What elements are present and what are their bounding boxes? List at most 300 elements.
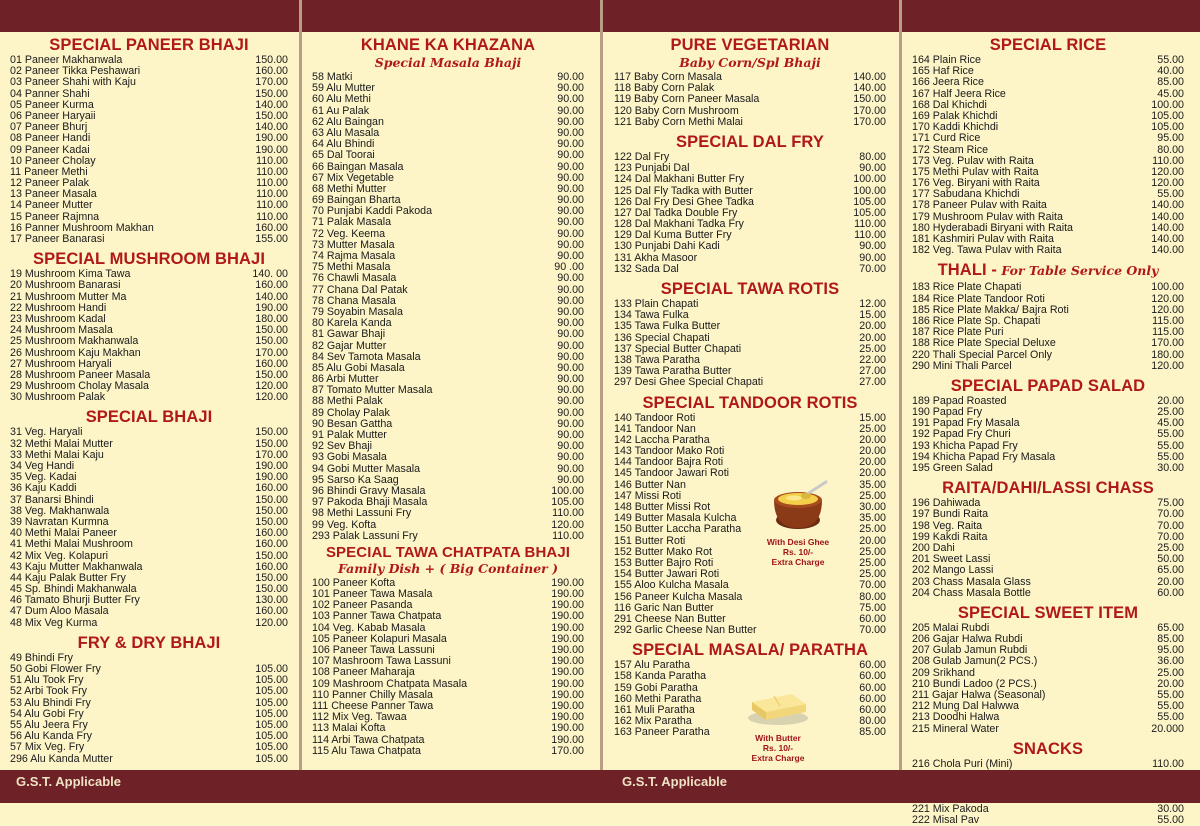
menu-item-name: 176 Veg. Biryani with Raita bbox=[912, 177, 1040, 190]
menu-item-price: 85.00 bbox=[1157, 76, 1184, 89]
menu-item-price: 90.00 bbox=[557, 350, 584, 363]
menu-item-price: 90.00 bbox=[557, 283, 584, 296]
menu-item bbox=[312, 531, 584, 542]
menu-item-price: 110.00 bbox=[256, 188, 288, 201]
menu-item-name: 69 Baingan Bharta bbox=[312, 194, 401, 207]
papad-list bbox=[912, 396, 1184, 474]
fold-divider-1 bbox=[299, 0, 302, 803]
menu-item-name: 67 Mix Vegetable bbox=[312, 171, 394, 184]
menu-item-price: 55.00 bbox=[1157, 439, 1184, 452]
menu-item bbox=[10, 234, 288, 245]
menu-item-name: 68 Methi Mutter bbox=[312, 182, 387, 195]
menu-item-price: 90.00 bbox=[557, 417, 584, 430]
menu-item-name: 88 Methi Palak bbox=[312, 395, 383, 408]
menu-item-price: 60.00 bbox=[859, 659, 886, 672]
menu-item-name: 104 Veg. Kabab Masala bbox=[312, 621, 426, 634]
menu-item bbox=[614, 468, 886, 479]
menu-item-price: 170.00 bbox=[853, 115, 886, 128]
menu-item bbox=[614, 671, 886, 682]
menu-item-name: 210 Bundi Ladoo (2 PCS.) bbox=[912, 677, 1037, 690]
menu-item-name: 22 Mushroom Handi bbox=[10, 301, 107, 314]
menu-item-price: 140.00 bbox=[1151, 221, 1184, 234]
menu-item-name: 86 Arbi Mutter bbox=[312, 373, 379, 386]
menu-item-price: 160.00 bbox=[255, 560, 288, 573]
menu-item-name: 42 Mix Veg. Kolapuri bbox=[10, 549, 109, 562]
menu-item-name: 222 Misal Pav bbox=[912, 813, 980, 826]
ghee-note-line-2: Rs. 10/- bbox=[782, 547, 814, 557]
menu-item-name: 102 Paneer Pasanda bbox=[312, 599, 413, 612]
section-title-fry: FRY & DRY BHAJI bbox=[77, 633, 221, 652]
menu-item-name: 159 Gobi Paratha bbox=[614, 681, 698, 694]
menu-item bbox=[912, 77, 1184, 88]
menu-item-price: 160.00 bbox=[255, 538, 288, 551]
menu-item-name: 82 Gajar Mutter bbox=[312, 339, 387, 352]
menu-item-price: 190.00 bbox=[255, 301, 288, 314]
menu-item-price: 40.00 bbox=[1157, 65, 1184, 78]
menu-item bbox=[912, 577, 1184, 588]
section-title-snacks: SNACKS bbox=[1012, 739, 1084, 758]
menu-item-price: 90.00 bbox=[557, 138, 584, 151]
menu-item-price: 170.00 bbox=[255, 76, 288, 89]
menu-item-price: 140.00 bbox=[1151, 233, 1184, 245]
menu-item-price: 150.00 bbox=[255, 583, 288, 596]
menu-item-name: 136 Special Chapati bbox=[614, 331, 710, 344]
menu-item-price: 120.00 bbox=[551, 518, 584, 531]
menu-item-price: 115.00 bbox=[1152, 314, 1184, 327]
menu-item-name: 34 Veg Handi bbox=[10, 460, 75, 472]
menu-item-name: 78 Chana Masala bbox=[312, 294, 396, 307]
menu-item-name: 144 Tandoor Bajra Roti bbox=[614, 456, 724, 469]
menu-item-name: 74 Rajma Masala bbox=[312, 250, 396, 262]
menu-item-name: 92 Sev Bhaji bbox=[312, 440, 373, 453]
menu-item-name: 06 Paneer Haryaii bbox=[10, 109, 96, 122]
menu-item-name: 116 Garic Nan Butter bbox=[614, 601, 714, 614]
menu-item-name: 02 Paneer Tikka Peshawari bbox=[10, 65, 141, 78]
menu-item-price: 90.00 bbox=[557, 160, 584, 173]
menu-item-price: 190.00 bbox=[551, 644, 584, 656]
menu-item-price: 150.00 bbox=[255, 437, 288, 450]
section-title-khazana: KHANE KA KHAZANA bbox=[360, 36, 536, 54]
menu-item-price: 25.00 bbox=[859, 556, 886, 569]
menu-item-price: 70.00 bbox=[859, 262, 886, 275]
section-subtitle-khazana: Special Masala Bhaji bbox=[374, 55, 522, 70]
menu-item-price: 170.00 bbox=[1151, 337, 1184, 350]
menu-item bbox=[912, 361, 1184, 372]
menu-item-name: 37 Banarsi Bhindi bbox=[10, 493, 94, 506]
menu-item-price: 25.00 bbox=[859, 523, 886, 536]
menu-item-name: 206 Gajar Halwa Rubdi bbox=[912, 633, 1023, 646]
menu-item-price: 105.00 bbox=[255, 707, 288, 720]
menu-item-price: 90.00 bbox=[557, 71, 584, 83]
menu-item-name: 28 Mushroom Paneer Masala bbox=[10, 368, 151, 381]
menu-item-name: 197 Bundi Raita bbox=[912, 508, 989, 521]
menu-item-name: 60 Alu Methi bbox=[312, 93, 371, 106]
menu-item-price: 20.00 bbox=[859, 331, 886, 344]
menu-item bbox=[912, 509, 1184, 520]
menu-item-price: 30.00 bbox=[1157, 802, 1184, 815]
menu-item-price: 60.00 bbox=[859, 681, 886, 694]
menu-item-price: 90.00 bbox=[557, 373, 584, 386]
menu-item-price: 190.00 bbox=[551, 588, 584, 601]
menu-item-price: 150.00 bbox=[255, 493, 288, 506]
menu-item-price: 190.00 bbox=[551, 610, 584, 623]
menu-item-name: 168 Dal Khichdi bbox=[912, 98, 987, 111]
menu-item-name: 07 Paneer Bhurj bbox=[10, 121, 88, 134]
menu-item-price: 90.00 bbox=[859, 162, 886, 175]
menu-item-price: 110.00 bbox=[256, 154, 288, 167]
menu-item-name: 156 Paneer Kulcha Masala bbox=[614, 590, 743, 603]
menu-item-name: 208 Gulab Jamun(2 PCS.) bbox=[912, 655, 1038, 668]
menu-item-name: 21 Mushroom Mutter Ma bbox=[10, 290, 127, 303]
menu-item-name: 122 Dal Fry bbox=[614, 150, 670, 163]
menu-item-price: 150.00 bbox=[853, 93, 886, 106]
menu-item-price: 105.00 bbox=[255, 741, 288, 754]
menu-item-name: 105 Paneer Kolapuri Masala bbox=[312, 632, 447, 645]
menu-item-price: 90.00 bbox=[557, 149, 584, 162]
section-title-sweet: SPECIAL SWEET ITEM bbox=[957, 603, 1139, 622]
menu-item-price: 80.00 bbox=[859, 150, 886, 163]
menu-item-name: 204 Chass Masala Bottle bbox=[912, 586, 1031, 599]
menu-item-name: 106 Paneer Tawa Lassuni bbox=[312, 644, 435, 656]
menu-item-name: 62 Alu Baingan bbox=[312, 115, 384, 128]
menu-item bbox=[912, 133, 1184, 144]
menu-item-name: 140 Tandoor Roti bbox=[614, 411, 696, 424]
menu-item bbox=[912, 565, 1184, 576]
menu-item-name: 11 Paneer Methi bbox=[10, 165, 88, 178]
ghee-note-line-3: Extra Charge bbox=[771, 557, 825, 567]
menu-item-price: 150.00 bbox=[255, 504, 288, 517]
menu-item-name: 54 Alu Gobi Fry bbox=[10, 707, 84, 720]
menu-item-name: 99 Veg. Kofta bbox=[312, 518, 377, 531]
menu-item-price: 190.00 bbox=[551, 677, 584, 690]
menu-item-price: 55.00 bbox=[1157, 689, 1184, 701]
menu-item-price: 120.00 bbox=[1151, 177, 1184, 190]
menu-item-price: 60.00 bbox=[859, 612, 886, 625]
menu-item-price: 110.00 bbox=[1152, 757, 1184, 770]
menu-item-price: 120.00 bbox=[255, 380, 288, 393]
menu-item-price: 90.00 bbox=[557, 104, 584, 117]
menu-item-price: 35.00 bbox=[859, 478, 886, 491]
menu-item-price: 80.00 bbox=[1157, 143, 1184, 156]
menu-item-price: 60.00 bbox=[859, 670, 886, 683]
menu-item-price: 140.00 bbox=[255, 98, 288, 111]
menu-item bbox=[912, 350, 1184, 361]
menu-item-name: 185 Rice Plate Makka/ Bajra Roti bbox=[912, 303, 1069, 316]
menu-column-4 bbox=[912, 32, 1184, 826]
fry-list bbox=[10, 653, 288, 765]
menu-item-price: 105.00 bbox=[255, 674, 288, 687]
menu-item-name: 45 Sp. Bhindi Makhanwala bbox=[10, 583, 137, 596]
menu-item-name: 118 Baby Corn Palak bbox=[614, 82, 715, 95]
menu-item-name: 84 Sev Tamota Masala bbox=[312, 350, 421, 363]
menu-item-name: 46 Tamato Bhurji Butter Fry bbox=[10, 594, 140, 607]
section-title-thali: THALI - bbox=[937, 261, 997, 280]
menu-item-price: 155.00 bbox=[255, 233, 288, 245]
menu-item-name: 133 Plain Chapati bbox=[614, 298, 699, 310]
section-title-dal: SPECIAL DAL FRY bbox=[676, 132, 824, 151]
menu-item bbox=[912, 200, 1184, 211]
menu-item-name: 98 Methi Lassuni Fry bbox=[312, 507, 412, 520]
menu-item-price: 150.00 bbox=[255, 549, 288, 562]
menu-item-price: 170.00 bbox=[255, 448, 288, 461]
menu-item-price: 150.00 bbox=[255, 54, 288, 66]
menu-item-price: 150.00 bbox=[255, 324, 288, 337]
menu-item-price: 180.00 bbox=[255, 312, 288, 325]
menu-item bbox=[10, 427, 288, 438]
menu-item-name: 154 Butter Jawari Roti bbox=[614, 568, 720, 581]
menu-item-price: 170.00 bbox=[255, 346, 288, 359]
menu-item-name: 38 Veg. Makhanwala bbox=[10, 504, 110, 517]
menu-item-name: 142 Laccha Paratha bbox=[614, 433, 710, 446]
menu-item-name: 59 Alu Mutter bbox=[312, 82, 375, 95]
menu-item bbox=[614, 580, 886, 591]
menu-item-price: 150.00 bbox=[255, 109, 288, 122]
menu-item-name: 48 Mix Veg Kurma bbox=[10, 616, 98, 629]
menu-item-name: 157 Alu Paratha bbox=[614, 659, 691, 672]
menu-item-price: 100.00 bbox=[853, 184, 886, 197]
menu-item-price: 100.00 bbox=[551, 484, 584, 497]
menu-item-price: 90.00 bbox=[557, 429, 584, 441]
menu-item-price: 90.00 bbox=[557, 115, 584, 128]
menu-item-price: 110.00 bbox=[256, 165, 288, 178]
menu-item-name: 207 Gulab Jamun Rubdi bbox=[912, 644, 1028, 657]
menu-item-name: 113 Malai Kofta bbox=[312, 722, 386, 735]
menu-item-price: 110.00 bbox=[552, 529, 584, 542]
menu-item-name: 187 Rice Plate Puri bbox=[912, 326, 1004, 339]
menu-item-price: 15.00 bbox=[859, 411, 886, 424]
menu-item-name: 135 Tawa Fulka Butter bbox=[614, 320, 721, 333]
menu-item-name: 71 Palak Masala bbox=[312, 216, 392, 229]
menu-item-price: 190.00 bbox=[255, 143, 288, 156]
menu-item-price: 90.00 bbox=[557, 238, 584, 251]
menu-item-name: 199 Kakdi Raita bbox=[912, 530, 988, 543]
menu-item-price: 20.00 bbox=[859, 467, 886, 480]
menu-item-name: 70 Punjabi Kaddi Pakoda bbox=[312, 205, 433, 218]
menu-item-price: 140.00 bbox=[255, 121, 288, 134]
section-title-chatpata: SPECIAL TAWA CHATPATA BHAJI bbox=[325, 543, 571, 561]
butter-note-line-3: Extra Charge bbox=[751, 753, 805, 763]
menu-item-name: 97 Pakoda Bhaji Masala bbox=[312, 496, 428, 509]
menu-item-name: 33 Methi Malai Kaju bbox=[10, 448, 104, 461]
menu-item-price: 105.00 bbox=[853, 206, 886, 219]
menu-item-price: 30.00 bbox=[859, 501, 886, 513]
menu-item-name: 09 Paneer Kadai bbox=[10, 143, 90, 156]
menu-item bbox=[912, 804, 1184, 815]
menu-item-name: 194 Khicha Papad Fry Masala bbox=[912, 450, 1056, 463]
menu-item-name: 32 Methi Malai Mutter bbox=[10, 437, 113, 450]
menu-item bbox=[614, 241, 886, 252]
menu-item-price: 36.00 bbox=[1157, 655, 1184, 668]
menu-item-name: 119 Baby Corn Paneer Masala bbox=[614, 93, 760, 106]
menu-item-name: 125 Dal Fly Tadka with Butter bbox=[614, 184, 753, 197]
thali-heading bbox=[912, 261, 1184, 280]
menu-item bbox=[912, 429, 1184, 440]
menu-item-name: 24 Mushroom Masala bbox=[10, 324, 113, 337]
menu-item bbox=[10, 742, 288, 753]
butter-note bbox=[736, 684, 820, 763]
butter-note-line-2: Rs. 10/- bbox=[762, 743, 794, 753]
menu-item-name: 05 Paneer Kurma bbox=[10, 98, 94, 111]
menu-item-name: 121 Baby Corn Methi Malai bbox=[614, 115, 743, 128]
menu-item-name: 178 Paneer Pulav with Raita bbox=[912, 199, 1047, 212]
menu-item-name: 138 Tawa Paratha bbox=[614, 353, 700, 366]
menu-item-price: 90.00 bbox=[557, 361, 584, 374]
menu-item-name: 03 Paneer Shahi with Kaju bbox=[10, 76, 136, 89]
menu-item-name: 65 Dal Toorai bbox=[312, 149, 375, 162]
menu-item-name: 93 Gobi Masala bbox=[312, 451, 387, 464]
menu-item-price: 190.00 bbox=[551, 722, 584, 735]
menu-item-name: 129 Dal Kuma Butter Fry bbox=[614, 229, 732, 242]
menu-item-price: 190.00 bbox=[551, 621, 584, 634]
rice-list bbox=[912, 55, 1184, 256]
menu-item-price: 105.00 bbox=[255, 752, 288, 765]
menu-item-price: 110.00 bbox=[1152, 154, 1184, 167]
menu-item-name: 08 Paneer Handi bbox=[10, 132, 91, 145]
menu-item-price: 130.00 bbox=[255, 594, 288, 607]
dal-list bbox=[614, 152, 886, 275]
menu-item-price: 75.00 bbox=[1157, 497, 1184, 510]
baby-corn-list bbox=[614, 72, 886, 128]
menu-item bbox=[10, 133, 288, 144]
menu-item-price: 22.00 bbox=[859, 353, 886, 366]
menu-item bbox=[312, 341, 584, 352]
menu-item-price: 25.00 bbox=[1157, 666, 1184, 679]
menu-item-name: 101 Paneer Tawa Masala bbox=[312, 588, 433, 601]
menu-item-name: 76 Chawli Masala bbox=[312, 272, 397, 285]
menu-item-name: 164 Plain Rice bbox=[912, 54, 981, 66]
menu-item-name: 58 Matki bbox=[312, 71, 353, 83]
menu-item-price: 25.00 bbox=[859, 342, 886, 355]
menu-item-name: 96 Bhindi Gravy Masala bbox=[312, 484, 426, 497]
menu-item-name: 190 Papad Fry bbox=[912, 406, 983, 419]
ghee-bowl-icon bbox=[764, 476, 832, 532]
menu-item-name: 290 Mini Thali Parcel bbox=[912, 359, 1012, 372]
menu-item-price: 90.00 bbox=[557, 250, 584, 262]
menu-item bbox=[614, 186, 886, 197]
menu-item-name: 183 Rice Plate Chapati bbox=[912, 281, 1022, 294]
mushroom-list bbox=[10, 269, 288, 403]
menu-item-price: 90.00 bbox=[557, 294, 584, 307]
menu-item-price: 90.00 bbox=[557, 126, 584, 139]
menu-item bbox=[312, 162, 584, 173]
menu-item-price: 90.00 bbox=[557, 462, 584, 475]
menu-item-name: 184 Rice Plate Tandoor Roti bbox=[912, 292, 1045, 305]
menu-item-name: 148 Butter Missi Rot bbox=[614, 501, 711, 513]
menu-item-name: 151 Butter Roti bbox=[614, 534, 686, 547]
menu-item-name: 35 Veg. Kadai bbox=[10, 471, 77, 484]
menu-item-price: 150.00 bbox=[255, 571, 288, 584]
menu-item-name: 163 Paneer Paratha bbox=[614, 726, 710, 739]
menu-item-price: 90.00 bbox=[557, 451, 584, 464]
menu-item bbox=[10, 606, 288, 617]
menu-item bbox=[912, 245, 1184, 256]
menu-item-name: 173 Veg. Pulav with Raita bbox=[912, 154, 1034, 167]
menu-item-price: 150.00 bbox=[255, 335, 288, 348]
menu-item-price: 140.00 bbox=[1151, 199, 1184, 212]
chatpata-list bbox=[312, 578, 584, 757]
menu-item-name: 117 Baby Corn Masala bbox=[614, 71, 722, 83]
menu-item bbox=[10, 539, 288, 550]
menu-item-name: 220 Thali Special Parcel Only bbox=[912, 348, 1053, 361]
ghee-note-line-1: With Desi Ghee bbox=[766, 537, 830, 547]
menu-item-name: 192 Papad Fry Churi bbox=[912, 428, 1011, 441]
menu-item-price: 140.00 bbox=[1151, 244, 1184, 257]
menu-item-name: 66 Baingan Masala bbox=[312, 160, 404, 173]
menu-item-name: 124 Dal Makhani Butter Fry bbox=[614, 173, 745, 186]
menu-item-price: 27.00 bbox=[859, 365, 886, 378]
menu-item-name: 130 Punjabi Dahi Kadi bbox=[614, 240, 720, 253]
menu-item bbox=[614, 94, 886, 105]
menu-item bbox=[312, 217, 584, 228]
menu-item-price: 20.00 bbox=[859, 534, 886, 547]
menu-item-price: 190.00 bbox=[551, 576, 584, 589]
menu-item-name: 14 Paneer Mutter bbox=[10, 199, 93, 212]
menu-item-name: 25 Mushroom Makhanwala bbox=[10, 335, 139, 348]
menu-item-price: 160.00 bbox=[255, 357, 288, 370]
menu-item-name: 01 Paneer Makhanwala bbox=[10, 54, 123, 66]
menu-item-price: 140. 00 bbox=[252, 268, 288, 281]
menu-item-price: 95.00 bbox=[1157, 132, 1184, 145]
menu-item-price: 55.00 bbox=[1157, 450, 1184, 463]
menu-item-price: 140.00 bbox=[255, 290, 288, 303]
menu-item-price: 55.00 bbox=[1157, 813, 1184, 826]
menu-item-name: 139 Tawa Paratha Butter bbox=[614, 365, 732, 378]
menu-item-price: 110.00 bbox=[256, 199, 288, 212]
menu-item bbox=[312, 611, 584, 622]
menu-item-name: 213 Doodhi Halwa bbox=[912, 711, 1000, 724]
menu-item-name: 137 Special Butter Chapati bbox=[614, 342, 742, 355]
menu-item-name: 81 Gawar Bhaji bbox=[312, 328, 386, 341]
menu-item-price: 55.00 bbox=[1157, 54, 1184, 66]
menu-item-name: 107 Mashroom Tawa Lassuni bbox=[312, 655, 451, 668]
menu-item-name: 141 Tandoor Nan bbox=[614, 422, 696, 435]
menu-item-name: 297 Desi Ghee Special Chapati bbox=[614, 376, 764, 389]
menu-item-name: 132 Sada Dal bbox=[614, 262, 679, 275]
menu-item-name: 198 Veg. Raita bbox=[912, 519, 983, 532]
menu-item-price: 90.00 bbox=[557, 473, 584, 486]
menu-item-price: 170.00 bbox=[853, 104, 886, 117]
menu-item-name: 165 Haf Rice bbox=[912, 65, 974, 78]
section-subtitle-baby-corn: Baby Corn/Spl Bhaji bbox=[679, 55, 821, 70]
menu-item-price: 170.00 bbox=[551, 744, 584, 757]
menu-item-price: 20.00 bbox=[859, 445, 886, 458]
menu-item-name: 75 Methi Masala bbox=[312, 261, 391, 274]
menu-item-price: 190.00 bbox=[551, 699, 584, 712]
menu-item-price: 30.00 bbox=[1157, 462, 1184, 474]
menu-item-name: 169 Palak Khichdi bbox=[912, 109, 998, 122]
menu-item-name: 80 Karela Kanda bbox=[312, 317, 392, 330]
menu-item-price: 80.00 bbox=[859, 715, 886, 728]
menu-item-price: 110.00 bbox=[854, 229, 886, 242]
menu-item-name: 16 Panner Mushroom Makhan bbox=[10, 221, 154, 234]
menu-item-name: 171 Curd Rice bbox=[912, 132, 981, 145]
menu-item-price: 90.00 bbox=[859, 251, 886, 264]
menu-item-price: 85.00 bbox=[1157, 633, 1184, 646]
menu-item-name: 293 Palak Lassuni Fry bbox=[312, 529, 418, 542]
menu-item bbox=[312, 735, 584, 746]
menu-item-price: 140.00 bbox=[1151, 210, 1184, 223]
menu-item-price: 190.00 bbox=[551, 632, 584, 645]
section-title-rice: SPECIAL RICE bbox=[989, 36, 1107, 54]
section-title-pure-veg: PURE VEGETARIAN bbox=[670, 36, 830, 54]
menu-item-price: 90.00 bbox=[557, 440, 584, 453]
menu-item-name: 53 Alu Bhindi Fry bbox=[10, 696, 91, 709]
menu-item-name: 212 Mung Dal Halwwa bbox=[912, 700, 1019, 713]
menu-item-price: 190.00 bbox=[551, 666, 584, 679]
menu-item-price: 90.00 bbox=[557, 328, 584, 341]
menu-item-price: 100.00 bbox=[1151, 281, 1184, 294]
menu-item-price: 190.00 bbox=[551, 655, 584, 668]
